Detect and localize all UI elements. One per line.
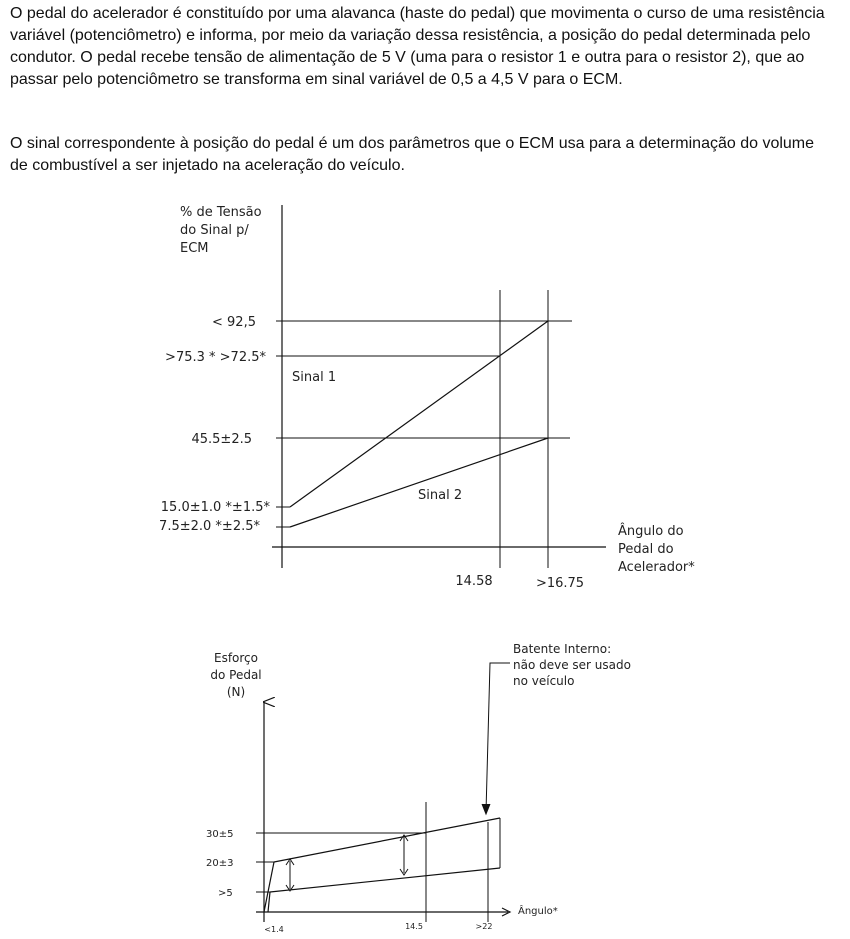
- chart2-annotation-line1: Batente Interno:: [513, 642, 612, 656]
- series-sinal-2-line: [290, 438, 548, 527]
- paragraph-pedal-description: O pedal do acelerador é constituído por uma alavanca (haste do pedal) que movimenta o curso de uma resistência variável (potenciômetro) e informa, por meio da variação dessa resistência, a posição do pedal determinada pelo condutor. O pedal recebe tensão de alimentação de 5 V (uma para o resistor 1 e outra para o resistor 2), que ao passar pelo potenciômetro se transforma em sinal variável de 0,5 a 4,5 V para o ECM.: [10, 5, 825, 88]
- chart2-xlabel: Ângulo*: [518, 906, 558, 917]
- chart1-xtick-14-58: 14.58: [455, 574, 493, 589]
- chart1-xtick-16-75: >16.75: [535, 576, 585, 591]
- chart1-xlabel-line3: Acelerador*: [618, 560, 695, 575]
- chart1-ytick-45-5: 45.5±2.5: [191, 432, 252, 447]
- chart2-annotation-line2: não deve ser usado: [513, 658, 631, 672]
- chart1-ytick-75-3: >75.3 * >72.5*: [165, 350, 266, 365]
- chart2-xtick-22: >22: [475, 922, 493, 931]
- chart2-ytick-20: 20±3: [206, 858, 234, 869]
- voltage-signal-chart: [159, 205, 695, 591]
- chart2-ytick-5: >5: [218, 888, 233, 899]
- chart2-initial-rise-lower: [268, 892, 270, 912]
- pedal-effort-chart: [206, 642, 631, 934]
- paragraph-signal-description: O sinal correspondente à posição do pedal é um dos parâmetros que o ECM usa para a determinação do volume de combustível a ser injetado na aceleração do veículo.: [10, 135, 815, 174]
- chart2-ylabel-line1: Esforço: [213, 651, 259, 665]
- series-sinal-1-line: [290, 321, 548, 507]
- chart2-annotation-pointer: [486, 663, 510, 812]
- series-sinal-1-label: Sinal 1: [292, 370, 337, 385]
- chart1-ytick-92-5: < 92,5: [212, 315, 256, 330]
- chart2-xtick-1-4: <1.4: [264, 925, 284, 934]
- chart1-ylabel-line3: ECM: [180, 241, 209, 256]
- chart2-annotation-line3: no veículo: [513, 674, 575, 688]
- series-effort-upper-line: [274, 818, 500, 862]
- chart1-ytick-7-5: 7.5±2.0 *±2.5*: [159, 519, 260, 534]
- chart1-ytick-15: 15.0±1.0 *±1.5*: [160, 500, 270, 515]
- series-sinal-2-label: Sinal 2: [418, 488, 463, 503]
- chart2-ylabel-line2: do Pedal: [210, 668, 262, 682]
- chart2-ylabel-line3: (N): [226, 685, 246, 699]
- chart1-ylabel-line1: % de Tensão: [180, 205, 262, 220]
- chart1-ylabel-line2: do Sinal p/: [180, 223, 249, 238]
- series-effort-lower-line: [270, 868, 500, 892]
- chart2-xtick-14-5: 14.5: [405, 922, 423, 931]
- chart1-xlabel-line1: Ângulo do: [618, 524, 684, 539]
- chart2-ytick-30: 30±5: [206, 829, 234, 840]
- chart1-xlabel-line2: Pedal do: [618, 542, 674, 557]
